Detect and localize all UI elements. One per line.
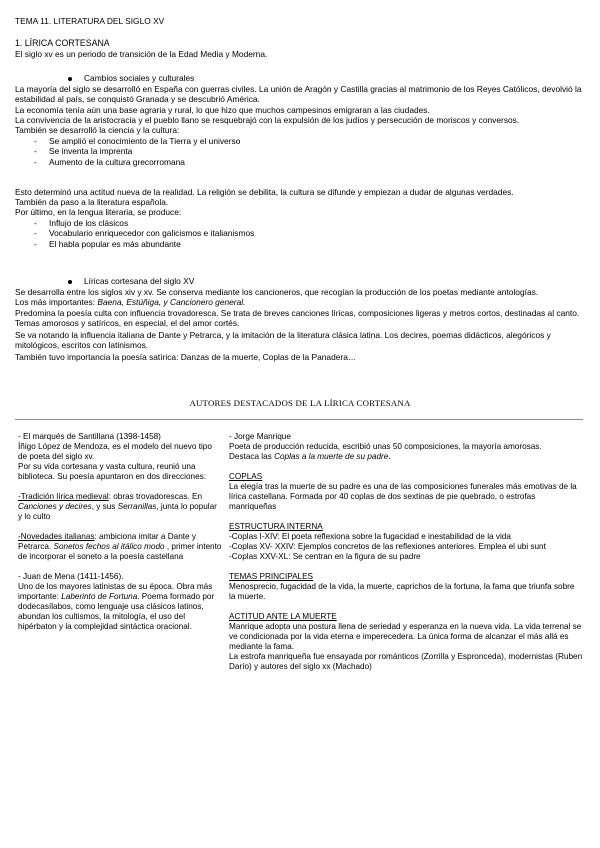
paragraph-cambios-6: También da paso a la literatura española.: [15, 197, 169, 207]
author-santillana-name: - El marqués de Santillana (1398-1458): [18, 432, 161, 441]
manrique-paragraph-2: Destaca las Coplas a la muerte de su padre.: [229, 452, 391, 461]
paragraph-cambios-7: Por último, en la lengua literaria, se produce:: [15, 207, 182, 217]
estructura-item-2: -Coplas XV- XXIV: Ejemplos concretos de las reflexiones anteriores. Emplea el ubi sunt: [229, 542, 546, 551]
paragraph-liricas-3: Predomina la poesía culta con influencia trovadoresca. Se trata de breves canciones líricas, composiciones ligeras y metros cortos, destinadas al canto. Temas amorosos y satíricos, en especial, el del amor cortés.: [15, 308, 580, 329]
author-mena-name: - Juan de Mena (1411-1456).: [18, 572, 124, 581]
actitud-paragraph-2: La estrofa manriqueña fue ensayada por románticos (Zorrilla y Espronceda), modernistas (Ruben Darío) y autores del siglo xx (Machado): [229, 652, 583, 671]
estructura-item-3: -Coplas XXV-XL: Se centran en la figura de su padre: [229, 552, 421, 561]
column-right: [229, 432, 583, 672]
document-title: TEMA 11. LITERATURA DEL SIGLO XV: [15, 16, 165, 26]
section-title-autores: AUTORES DESTACADOS DE LA LÍRICA CORTESANA: [189, 398, 411, 408]
list-lengua: [34, 218, 554, 249]
subheading-cambios: Cambios sociales y culturales: [68, 73, 194, 83]
estructura-heading: ESTRUCTURA INTERNA: [229, 522, 323, 531]
list-item: - Se inventa la imprenta: [34, 146, 554, 156]
paragraph-liricas-2: Los más importantes: Baena, Estúñiga, y Cancionero general.: [15, 297, 246, 307]
paragraph-cambios-2: La economía tenía aún una base agraria y rural, lo que hizo que muchos campesinos emigraran a las ciudades.: [15, 105, 430, 115]
section-heading-lirica: 1. LÍRICA CORTESANA: [15, 38, 110, 48]
santillana-novedades: -Novedades italianas: ambiciona imitar a Dante y Petrarca. Sonetos fechos al itálico modo , primer intento de incorporar el soneto a la poesía castellana: [18, 532, 222, 561]
column-left: [18, 432, 222, 632]
santillana-tradicion: -Tradición lírica medieval: obras trovadorescas. En Canciones y decires, y sus Serranillas, junta lo popular y lo culto: [18, 492, 217, 521]
actitud-heading: ACTITUD ANTE LA MUERTE: [229, 612, 337, 621]
paragraph-cambios-5: Esto determinó una actitud nueva de la realidad. La religión se debilita, la cultura se difunde y empiezan a dudar de algunas verdades.: [15, 187, 514, 197]
list-item: - Aumento de la cultura grecorromana: [34, 157, 554, 167]
list-item: - Se amplió el conocimiento de la Tierra y el universo: [34, 136, 554, 146]
paragraph-liricas-4: Se va notando la influencia italiana de Dante y Petrarca, y la imitación de la literatura clásica latina. Los decires, poemas didácticos, alegóricos y mitológicos, escritos con latinismos.: [15, 330, 551, 351]
list-item: - El habla popular es más abundante: [34, 239, 554, 249]
temas-heading: TEMAS PRINCIPALES: [229, 572, 314, 581]
intro-paragraph: El siglo xv es un periodo de transición de la Edad Media y Moderna.: [15, 49, 268, 59]
paragraph-liricas-5: También tuvo importancia la poesía satírica: Danzas de la muerte, Coplas de la Panadera…: [15, 352, 357, 362]
author-manrique-name: - Jorge Manrique: [229, 432, 291, 441]
paragraph-cambios-1: La mayoría del siglo se desarrolló en España con guerras civiles. La unión de Aragón y Castilla gracias al matrimonio de los Reyes Católicos, devolvió la estabilidad al país, se conquistó Granada y se descubrió América.: [15, 84, 582, 105]
list-ciencia: [34, 136, 554, 167]
coplas-paragraph: La elegía tras la muerte de su padre es una de las composiciones funerales más emotivas de la lírica castellana. Formada por 40 coplas de dos sextinas de pie quebrado, o estrofas manriqueñas: [229, 482, 577, 511]
paragraph-cambios-3: La convivencia de la aristocracia y el pueblo llano se resquebrajó con la expulsión de los judíos y persecución de moriscos y conversos.: [15, 115, 520, 125]
divider: [15, 419, 583, 420]
list-item: - Influjo de los clásicos: [34, 218, 554, 228]
actitud-paragraph-1: Manrique adopta una postura llena de seriedad y esperanza en la nueva vida. La vida terrenal se ve condicionada por la vida eterna e imperecedera. La única forma de alcanzar el más allá es mediante la fama.: [229, 622, 582, 651]
mena-paragraph: Uno de los mayores latinistas de su época. Obra más importante: Laberinto de Fortuna. Poema formado por dodecasílabos, como lenguaje usa clásicos latinos, abundan los cultismos, la mitología, el uso del hipérbaton y la complejidad sintáctica oracional.: [18, 582, 215, 631]
bullet-icon: [68, 280, 72, 284]
santillana-paragraph-1: Íñigo López de Mendoza, es el modelo del nuevo tipo de poeta del siglo xv.: [18, 442, 212, 461]
subheading-liricas: Líricas cortesana del siglo XV: [68, 276, 194, 286]
estructura-item-1: -Coplas I-XIV: El poeta reflexiona sobre la fugacidad e inestabilidad de la vida: [229, 532, 511, 541]
temas-paragraph: Menosprecio, fugacidad de la vida, la muerte, caprichos de la fortuna, la fama que triunfa sobre la muerte.: [229, 582, 575, 601]
coplas-heading: COPLAS: [229, 472, 263, 481]
paragraph-liricas-1: Se desarrolla entre los siglos xiv y xv. Se conserva mediante los cancioneros, que recogían la producción de los poetas mediante antologías.: [15, 287, 539, 297]
paragraph-cambios-4: También se desarrolló la ciencia y la cultura:: [15, 125, 180, 135]
santillana-paragraph-2: Por su vida cortesana y vasta cultura, reunió una biblioteca. Su poesía apuntaron en dos direcciones:: [18, 462, 206, 481]
list-item: - Vocabulario enriquecedor con galicismos e italianismos: [34, 228, 554, 238]
bullet-icon: [68, 77, 72, 81]
manrique-paragraph-1: Poeta de producción reducida, escribió unas 50 composiciones, la mayoría amorosas.: [229, 442, 542, 451]
